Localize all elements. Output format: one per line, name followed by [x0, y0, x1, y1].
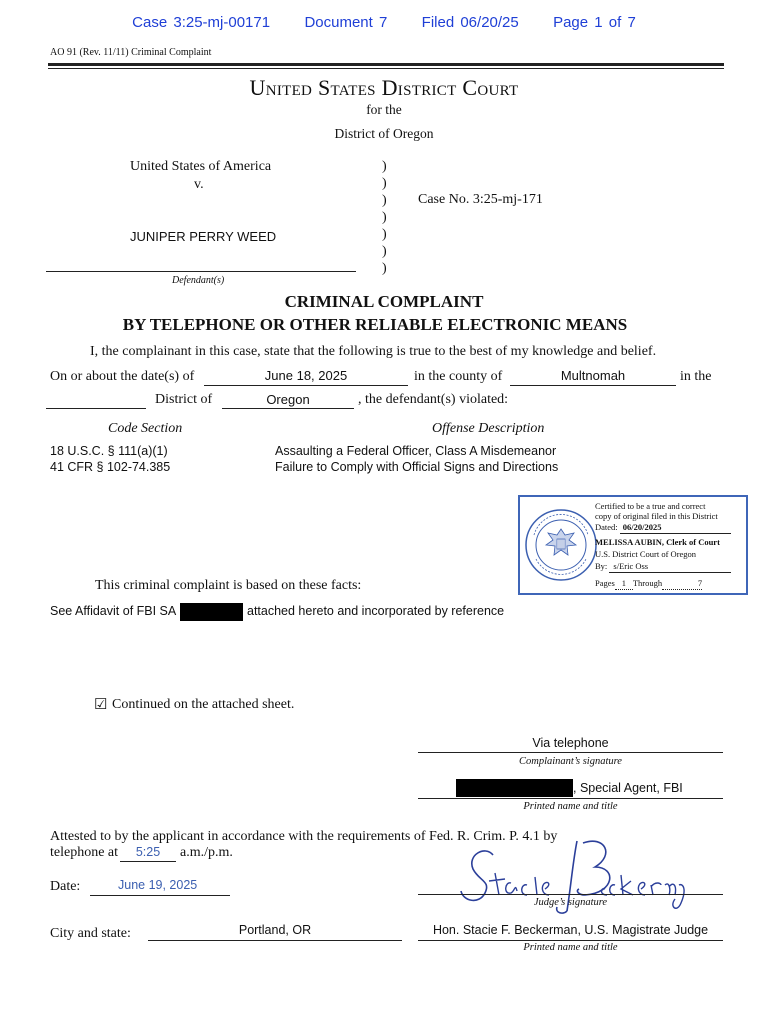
county-label: in the county of: [414, 369, 503, 384]
form-id: AO 91 (Rev. 11/11) Criminal Complaint: [50, 47, 212, 58]
certification-dated: Dated: 06/20/2025: [595, 522, 731, 534]
offense-county-line: [510, 385, 676, 386]
ampm-label: a.m./p.m.: [180, 845, 233, 860]
redaction-bar: [456, 779, 573, 797]
caption-paren: ): [382, 244, 387, 259]
continued-label: Continued on the attached sheet.: [112, 697, 295, 712]
caption-versus: v.: [194, 177, 204, 192]
charge-description: Failure to Comply with Official Signs and Directions: [275, 460, 559, 474]
top-rule: [48, 63, 724, 66]
date-label: Date:: [50, 879, 81, 894]
charge-description: Assaulting a Federal Officer, Class A Misdemeanor: [275, 444, 557, 458]
court-district: District of Oregon: [334, 126, 434, 141]
complainant-name-label: Printed name and title: [523, 801, 618, 812]
date-line: [90, 895, 230, 896]
complainant-name-line: [418, 798, 723, 799]
top-rule-thin: [48, 68, 724, 69]
certification-by-value: s/Eric Oss: [609, 561, 731, 573]
complainant-signature-label: Complainant’s signature: [519, 756, 622, 767]
header-document: Document 7: [304, 14, 388, 31]
violated-label: , the defendant(s) violated:: [358, 392, 509, 407]
on-or-about-label: On or about the date(s) of: [50, 369, 195, 384]
certification-line: Certified to be a true and correct: [595, 501, 706, 511]
pages-to: 7: [662, 578, 702, 590]
district-of-label: District of: [155, 392, 213, 407]
filing-header: [0, 14, 768, 31]
judge-printed-name: Hon. Stacie F. Beckerman, U.S. Magistrate Judge: [432, 923, 709, 937]
complainant-title: , Special Agent, FBI: [573, 781, 683, 795]
offense-date-line: [204, 385, 408, 386]
certification-clerk: MELISSA AUBIN, Clerk of Court: [595, 537, 720, 547]
city-state-value: Portland, OR: [238, 923, 312, 937]
defendant-line: [46, 271, 356, 272]
blank-district-line: [46, 408, 146, 409]
charge-code: 18 U.S.C. § 111(a)(1): [50, 444, 168, 458]
offense-county: Multnomah: [560, 368, 626, 383]
complaint-title: CRIMINAL COMPLAINT: [284, 292, 484, 311]
certification-stamp: [518, 495, 748, 595]
complaint-subtitle: BY TELEPHONE OR OTHER RELIABLE ELECTRONIC MEANS: [122, 315, 628, 334]
complainant-statement: I, the complainant in this case, state that the following is true to the best of my knowledge and belief.: [90, 344, 657, 359]
case-number: Case No. 3:25-mj-171: [418, 192, 543, 207]
attestation-time-line: [120, 861, 176, 862]
city-state-label: City and state:: [50, 926, 131, 941]
date-value: June 19, 2025: [118, 878, 198, 892]
certification-by: By: s/Eric Oss: [595, 561, 731, 573]
certification-pages: Pages 1 Through 7: [595, 578, 703, 588]
offense-state: Oregon: [266, 392, 310, 407]
offense-description-header: Offense Description: [432, 421, 545, 436]
in-the-label: in the: [680, 369, 712, 384]
court-seal-icon: [524, 505, 598, 585]
judge-signature: [470, 870, 471, 871]
complainant-signature: Via telephone: [532, 736, 609, 750]
caption-defendant: JUNIPER PERRY WEED: [130, 229, 277, 244]
judge-signature-label: Judge’s signature: [533, 897, 608, 908]
judge-printed-label: Printed name and title: [523, 942, 618, 953]
caption-paren: ): [382, 176, 387, 191]
judge-signature-mark: [455, 833, 695, 923]
certification-court: U.S. District Court of Oregon: [595, 549, 697, 559]
offense-state-line: [222, 408, 354, 409]
facts-suffix: attached hereto and incorporated by reference: [247, 604, 505, 618]
facts-prefix: See Affidavit of FBI SA: [50, 604, 177, 618]
caption-paren: ): [382, 159, 387, 174]
caption-paren: ): [382, 193, 387, 208]
telephone-at-label: telephone at: [50, 845, 119, 860]
complainant-signature-line: [418, 752, 723, 753]
charge-code: 41 CFR § 102-74.385: [50, 460, 171, 474]
attestation-time: 5:25: [135, 845, 161, 859]
caption-paren: ): [382, 227, 387, 242]
code-section-header: Code Section: [108, 421, 183, 436]
offense-date: June 18, 2025: [264, 368, 348, 383]
certification-line: copy of original filed in this District: [595, 511, 718, 521]
pages-from: 1: [615, 578, 633, 590]
judge-signature-line: [418, 894, 723, 895]
caption-paren: ): [382, 210, 387, 225]
court-for-label: for the: [366, 102, 402, 117]
facts-intro: This criminal complaint is based on these facts:: [95, 578, 362, 593]
caption-plaintiff: United States of America: [130, 159, 272, 174]
header-filed: Filed 06/20/25: [421, 14, 519, 31]
continued-checkbox[interactable]: ☑: [94, 697, 108, 713]
header-case: Case 3:25-mj-00171: [132, 14, 271, 31]
attestation-text: Attested to by the applicant in accordance with the requirements of Fed. R. Crim. P. 4.1 by: [50, 829, 558, 844]
redaction-bar: [180, 603, 243, 621]
certification-dated-value: 06/20/2025: [620, 522, 731, 534]
court-name: United States District Court: [249, 75, 519, 100]
header-page: Page 1 of 7: [553, 14, 636, 31]
defendant-label: Defendant(s): [172, 275, 225, 286]
city-state-line: [148, 940, 402, 941]
caption-paren: ): [382, 261, 387, 276]
judge-printed-name-line: [418, 940, 723, 941]
